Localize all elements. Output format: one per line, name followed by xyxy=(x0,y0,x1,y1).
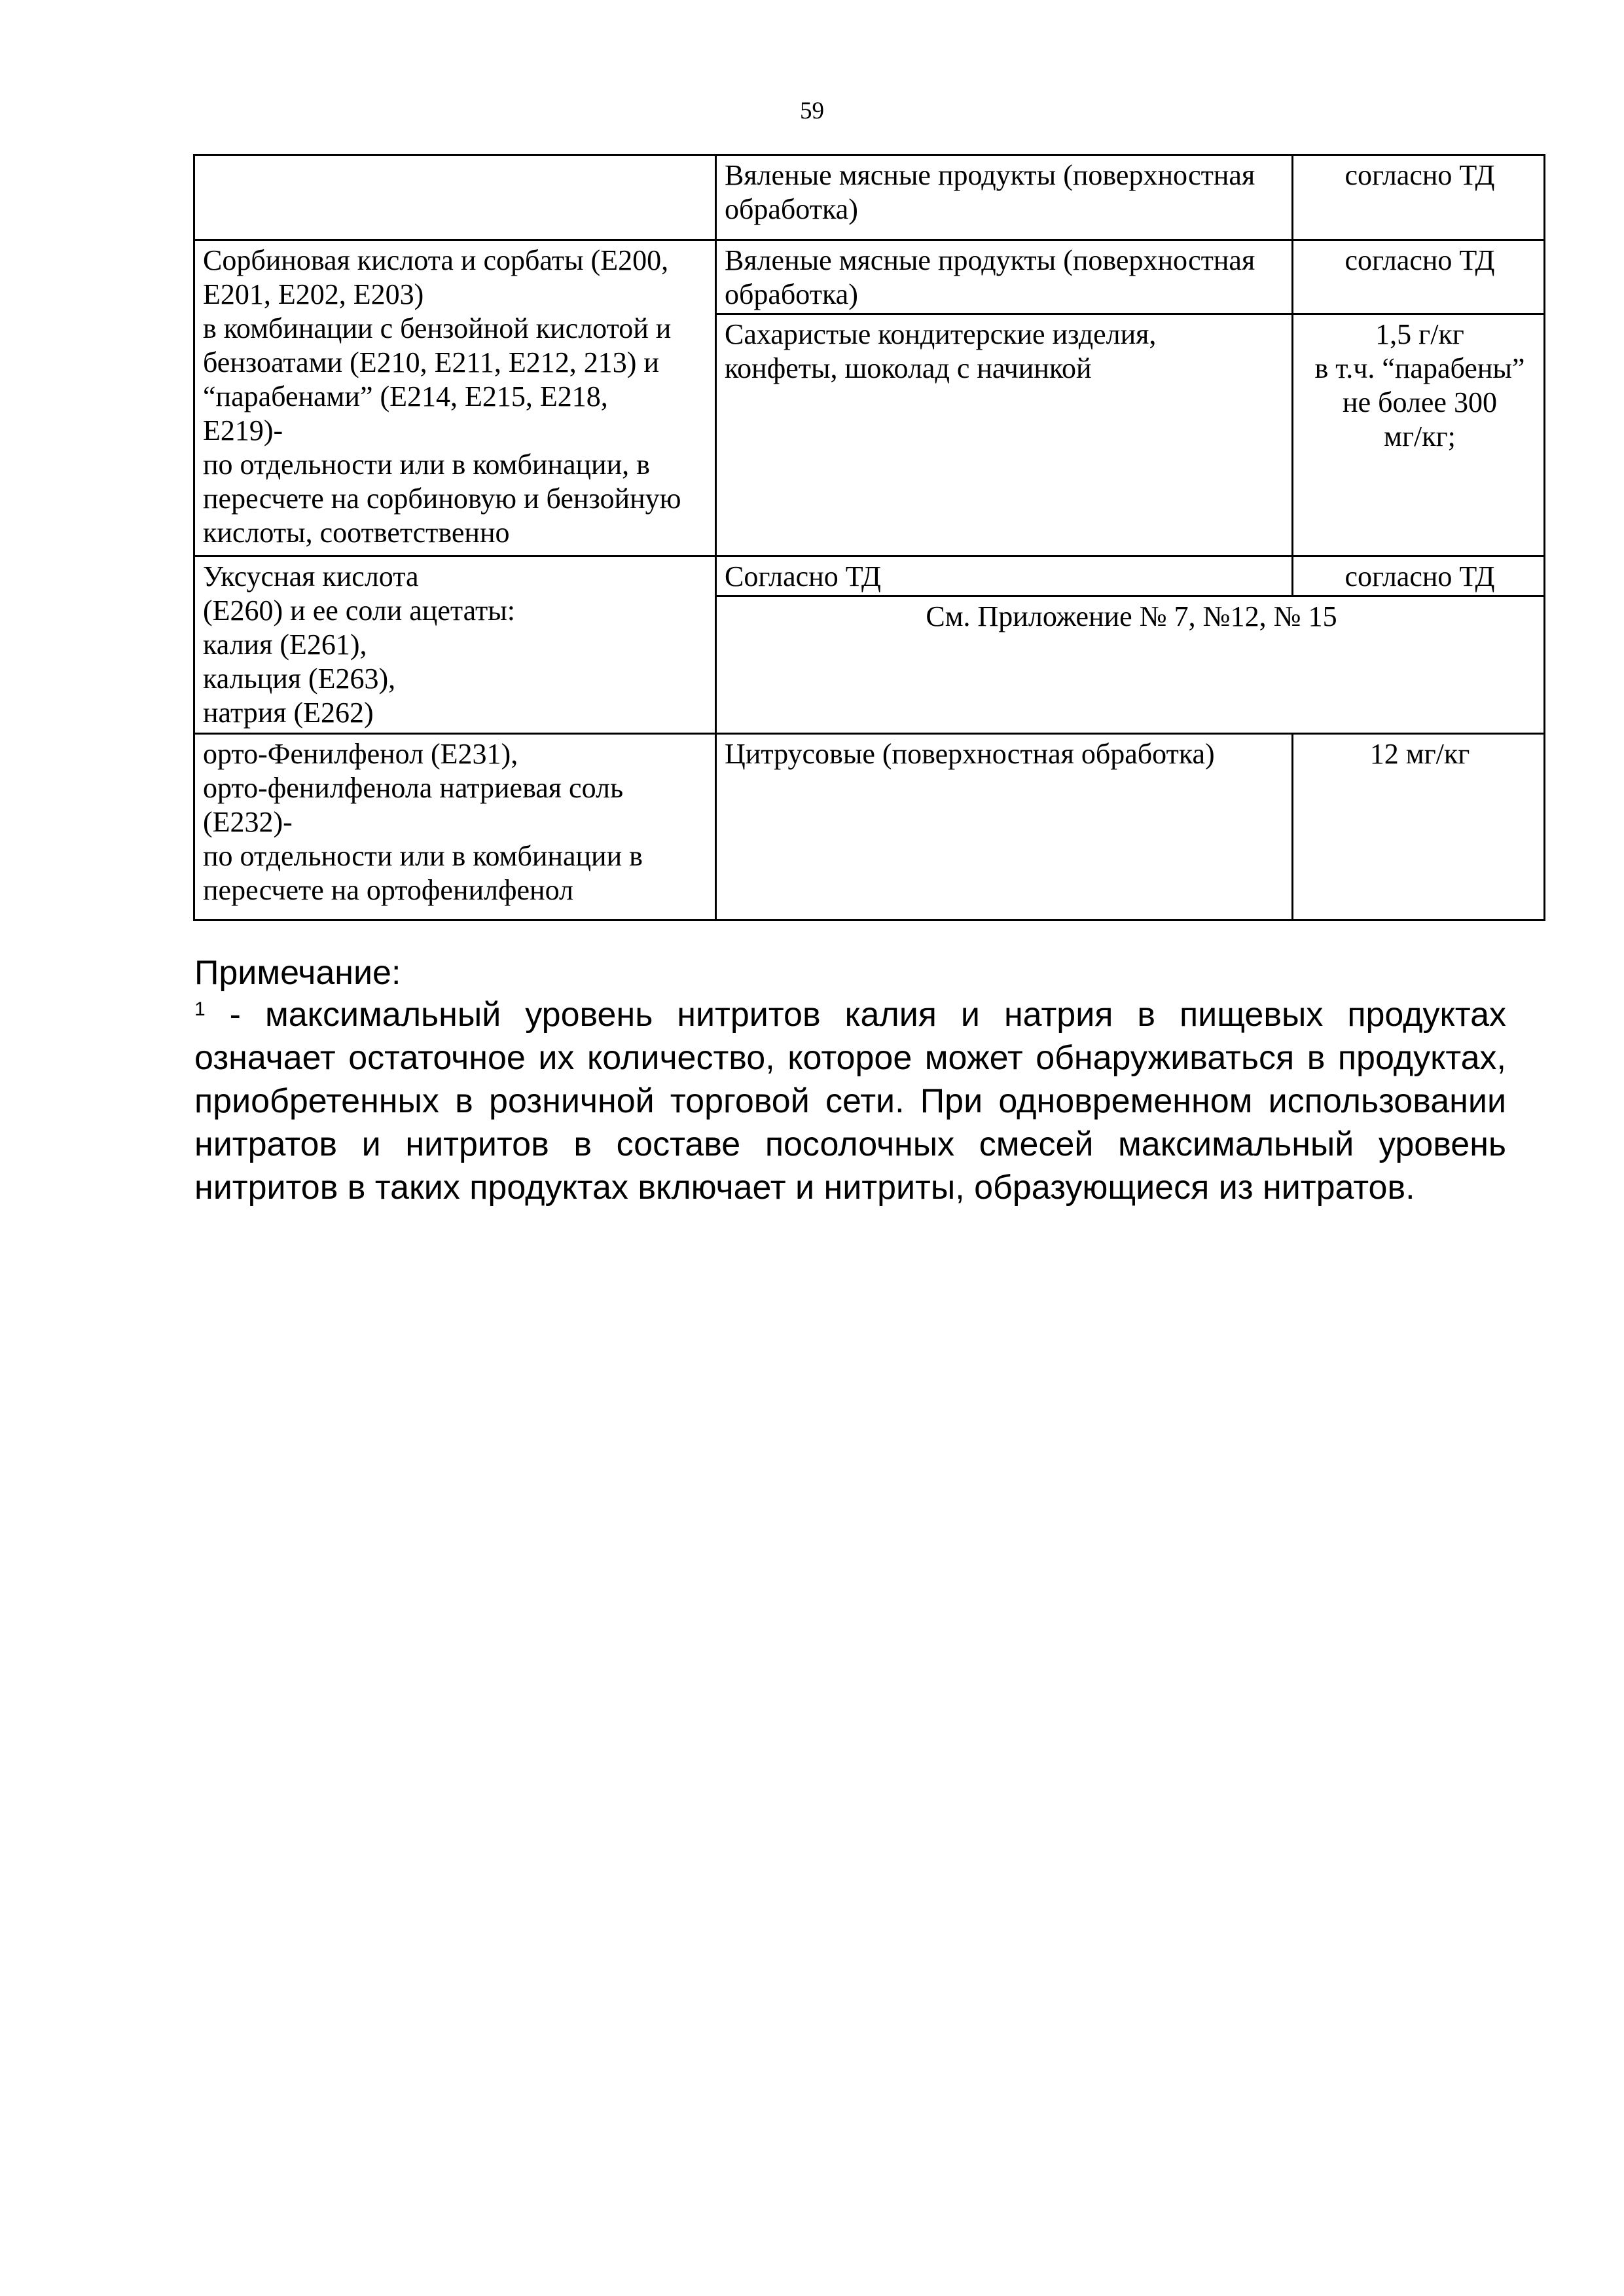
level-line: в т.ч. “парабены” xyxy=(1314,352,1525,384)
page-number: 59 xyxy=(800,98,824,124)
product-line: обработка) xyxy=(725,193,858,225)
substance-line: Сорбиновая кислота и сорбаты (Е200, xyxy=(203,244,669,276)
product-line: Согласно ТД xyxy=(725,560,881,592)
table-row xyxy=(194,240,1545,314)
product-cell xyxy=(716,314,1293,556)
table-row xyxy=(194,556,1545,596)
product-line: Вяленые мясные продукты (поверхностная xyxy=(725,159,1255,191)
level-line: 1,5 г/кг xyxy=(1375,318,1464,350)
note-body xyxy=(194,993,1506,1209)
product-cell xyxy=(716,240,1293,314)
table-row xyxy=(194,155,1545,240)
substance-line: орто-Фенилфенол (Е231), xyxy=(203,738,518,770)
substance-line: по отдельности или в комбинации в xyxy=(203,840,643,872)
product-cell xyxy=(716,734,1293,920)
substance-line: “парабенами” (Е214, Е215, Е218, xyxy=(203,380,608,412)
annex-reference-cell xyxy=(716,596,1545,734)
substance-line: орто-фенилфенола натриевая соль xyxy=(203,772,624,804)
substance-line: пересчете на сорбиновую и бензойную xyxy=(203,483,681,515)
product-cell xyxy=(716,556,1293,596)
footnote-text: - максимальный уровень нитритов калия и натрия в пищевых продуктах означает остаточное их количество, которое может обнаруживаться в продуктах, приобретенных в розничной торговой сети. При одновременном использовании нитратов и нитритов в составе посолочных смесей максимальный уровень нитритов в таких продуктах включает и нитриты, образующиеся из нитратов. xyxy=(194,996,1506,1207)
product-line: конфеты, шоколад с начинкой xyxy=(725,352,1092,384)
level-cell xyxy=(1293,734,1545,920)
additives-table xyxy=(193,154,1545,921)
level-cell xyxy=(1293,314,1545,556)
level-cell xyxy=(1293,556,1545,596)
product-cell xyxy=(716,155,1293,240)
substance-cell xyxy=(194,240,716,556)
substance-line: по отдельности или в комбинации, в xyxy=(203,448,650,481)
level-line: согласно ТД xyxy=(1344,244,1495,276)
level-line: не более 300 xyxy=(1343,386,1497,418)
product-line: Цитрусовые (поверхностная обработка) xyxy=(725,738,1215,770)
footnote-mark: 1 xyxy=(194,998,206,1020)
substance-line: (Е260) и ее соли ацетаты: xyxy=(203,594,516,627)
table-row xyxy=(194,734,1545,920)
substance-line: (Е232)- xyxy=(203,806,293,838)
substance-cell xyxy=(194,155,716,240)
substance-line: Е201, Е202, Е203) xyxy=(203,278,424,310)
level-cell xyxy=(1293,240,1545,314)
substance-line: Е219)- xyxy=(203,414,283,446)
substance-line: натрия (Е262) xyxy=(203,697,374,729)
substance-line: бензоатами (Е210, Е211, Е212, 213) и xyxy=(203,346,659,378)
product-line: обработка) xyxy=(725,278,858,310)
substance-line: пересчете на ортофенилфенол xyxy=(203,874,573,906)
product-line: Вяленые мясные продукты (поверхностная xyxy=(725,244,1255,276)
product-line: Сахаристые кондитерские изделия, xyxy=(725,318,1157,350)
level-line: мг/кг; xyxy=(1384,420,1456,452)
substance-cell xyxy=(194,556,716,734)
substance-line: Уксусная кислота xyxy=(203,560,419,592)
footnote-section xyxy=(194,953,1506,1209)
level-cell xyxy=(1293,155,1545,240)
substance-line: в комбинации с бензойной кислотой и xyxy=(203,312,672,344)
substance-line: калия (Е261), xyxy=(203,629,367,661)
substance-line: кальция (Е263), xyxy=(203,663,396,695)
level-line: согласно ТД xyxy=(1344,159,1495,191)
substance-cell xyxy=(194,734,716,920)
note-heading: Примечание: xyxy=(194,954,401,992)
level-line: согласно ТД xyxy=(1344,560,1495,592)
substance-line: кислоты, соответственно xyxy=(203,517,510,549)
annex-reference: См. Приложение № 7, №12, № 15 xyxy=(926,600,1337,632)
level-line: 12 мг/кг xyxy=(1369,738,1470,770)
